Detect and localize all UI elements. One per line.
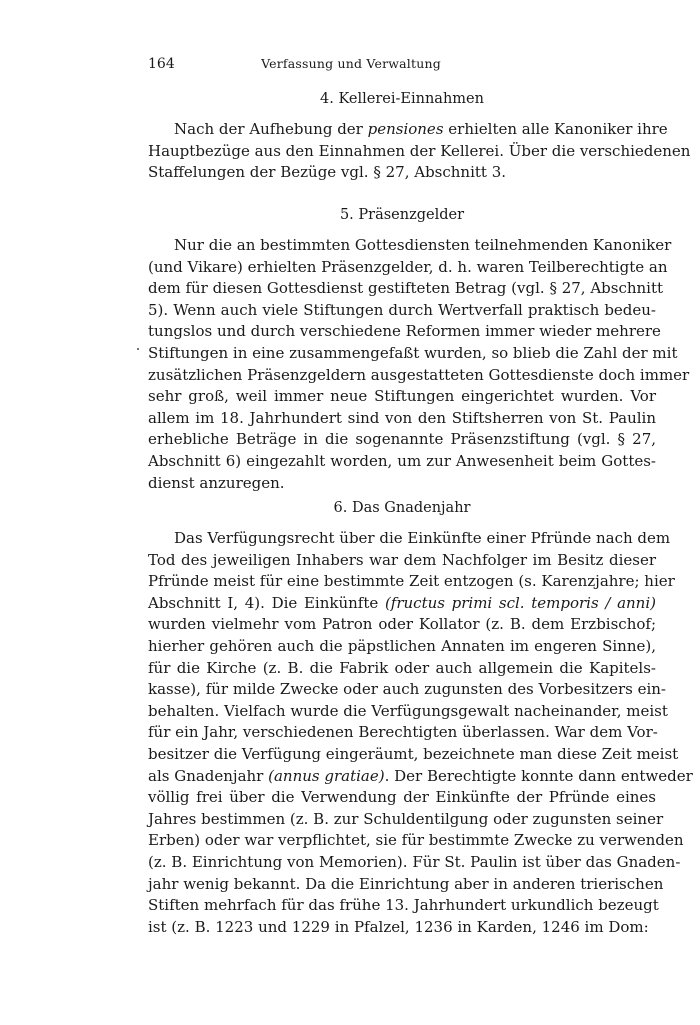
text-line	[148, 343, 678, 365]
text-line	[148, 658, 656, 680]
line-text: allem im 18. Jahrhundert sind von den Stiftsherren von St. Paulin	[148, 408, 656, 427]
text-line	[148, 874, 664, 896]
text-line	[148, 593, 656, 615]
section-title-gnadenjahr: 6. Das Gnadenjahr	[333, 500, 471, 516]
line-text: wurden vielmehr vom Patron oder Kollator (z. B. dem Erzbischof;	[148, 615, 656, 634]
text-line	[148, 766, 693, 788]
text-line	[148, 162, 656, 184]
line-text: Hauptbezüge aus den Einnahmen der Kellerei. Über die verschiedenen	[148, 141, 691, 160]
text-line	[148, 451, 656, 473]
text-line	[148, 852, 681, 874]
text-line	[148, 141, 691, 163]
text-line	[148, 830, 684, 852]
text-line	[148, 429, 656, 451]
line-text: Staffelungen der Bezüge vgl. § 27, Abschnitt 3.	[148, 163, 507, 182]
line-text: tungslos und durch verschiedene Reformen immer wieder mehrere	[148, 322, 661, 341]
text-line	[148, 473, 656, 495]
line-text: Erben) oder war verpflichtet, sie für bestimmte Zwecke zu verwenden	[148, 831, 684, 850]
line-text: für die Kirche (z. B. die Fabrik oder auch allgemein die Kapitels-	[148, 658, 656, 677]
line-text: ist (z. B. 1223 und 1229 in Pfalzel, 1236 in Karden, 1246 im Dom:	[148, 917, 649, 936]
line-text: Das Verfügungsrecht über die Einkünfte einer Pfründe nach dem	[174, 529, 671, 547]
line-text: Stiftungen in eine zusammengefaßt wurden, so blieb die Zahl der mit	[148, 343, 678, 362]
line-text: sehr groß, weil immer neue Stiftungen eingerichtet wurden. Vor	[148, 387, 656, 406]
line-text: Nur die an bestimmten Gottesdiensten teilnehmenden Kanoniker	[174, 236, 672, 254]
running-head: Verfassung und Verwaltung	[261, 56, 441, 71]
text-line	[148, 895, 659, 917]
text-line	[148, 917, 656, 939]
line-text: 5). Wenn auch viele Stiftungen durch Wertverfall praktisch bedeu-	[148, 300, 656, 319]
text-line	[148, 257, 668, 279]
text-line	[148, 571, 675, 593]
text-line	[148, 550, 656, 572]
margin-mark	[137, 348, 139, 350]
text-line	[148, 235, 672, 257]
text-line	[148, 278, 664, 300]
text-line	[148, 119, 668, 141]
line-text: besitzer die Verfügung eingeräumt, bezeichnete man diese Zeit meist	[148, 744, 679, 763]
line-text: Tod des jeweiligen Inhabers war dem Nachfolger im Besitz dieser	[148, 550, 656, 569]
text-line	[148, 744, 679, 766]
text-line	[148, 408, 656, 430]
line-text: Abschnitt 6) eingezahlt worden, um zur Anwesenheit beim Gottes-	[148, 451, 656, 470]
line-text: für ein Jahr, verschiedenen Berechtigten überlassen. War dem Vor-	[148, 723, 658, 742]
text-line	[148, 701, 668, 723]
line-text: dem für diesen Gottesdienst gestifteten Betrag (vgl. § 27, Abschnitt	[148, 279, 664, 298]
line-text: dienst anzuregen.	[148, 473, 285, 492]
section-body-gnadenjahr	[148, 528, 693, 938]
text-line	[148, 722, 656, 744]
line-text: Stiften mehrfach für das frühe 13. Jahrhundert urkundlich bezeugt	[148, 896, 659, 915]
section-title-kellerei: 4. Kellerei-Einnahmen	[320, 91, 484, 107]
line-text: als Gnadenjahr	[148, 766, 269, 785]
line-text: (z. B. Einrichtung von Memorien). Für St. Paulin ist über das Gnaden-	[148, 852, 681, 871]
section-body-praesenzgelder	[148, 235, 690, 494]
text-line	[148, 300, 656, 322]
line-text: (und Vikare) erhielten Präsenzgelder, d. h. waren Teilberechtigte an	[148, 257, 668, 276]
line-text: erhielten alle Kanoniker ihre	[443, 120, 668, 138]
line-text: . Der Berechtigte konnte dann entweder	[384, 766, 693, 785]
line-text: jahr wenig bekannt. Da die Einrichtung aber in anderen trierischen	[148, 874, 664, 893]
line-text: Nach der Aufhebung der	[174, 120, 368, 138]
text-line	[148, 386, 656, 408]
text-line	[148, 528, 671, 550]
text-line	[148, 321, 661, 343]
line-text: behalten. Vielfach wurde die Verfügungsgewalt nacheinander, meist	[148, 701, 668, 720]
line-text: völlig frei über die Verwendung der Einkünfte der Pfründe eines	[148, 788, 656, 807]
text-line	[148, 809, 664, 831]
page-number: 164	[148, 56, 175, 72]
text-line	[148, 365, 690, 387]
italic-term: (annus gratiae)	[268, 766, 385, 785]
text-line	[148, 787, 656, 809]
line-text: zusätzlichen Präsenzgeldern ausgestatteten Gottesdienste doch immer	[148, 365, 690, 384]
italic-term: pensiones	[367, 120, 444, 138]
text-line	[148, 636, 656, 658]
italic-term: (fructus primi scl. temporis / anni)	[384, 593, 656, 612]
line-text: Jahres bestimmen (z. B. zur Schuldentilgung oder zugunsten seiner	[148, 809, 664, 828]
line-text: Pfründe meist für eine bestimmte Zeit entzogen (s. Karenzjahre; hier	[148, 572, 675, 591]
section-title-praesenzgelder: 5. Präsenzgelder	[339, 207, 465, 223]
text-line	[148, 614, 656, 636]
line-text: hierher gehören auch die päpstlichen Annaten im engeren Sinne),	[148, 636, 656, 655]
section-body-kellerei	[148, 119, 691, 184]
line-text: kasse), für milde Zwecke oder auch zugunsten des Vorbesitzers ein-	[148, 680, 667, 699]
line-text: erhebliche Beträge in die sogenannte Präsenzstiftung (vgl. § 27,	[148, 430, 656, 449]
page-header	[148, 56, 554, 76]
text-line	[148, 679, 667, 701]
line-text: Abschnitt I, 4). Die Einkünfte	[148, 593, 385, 612]
